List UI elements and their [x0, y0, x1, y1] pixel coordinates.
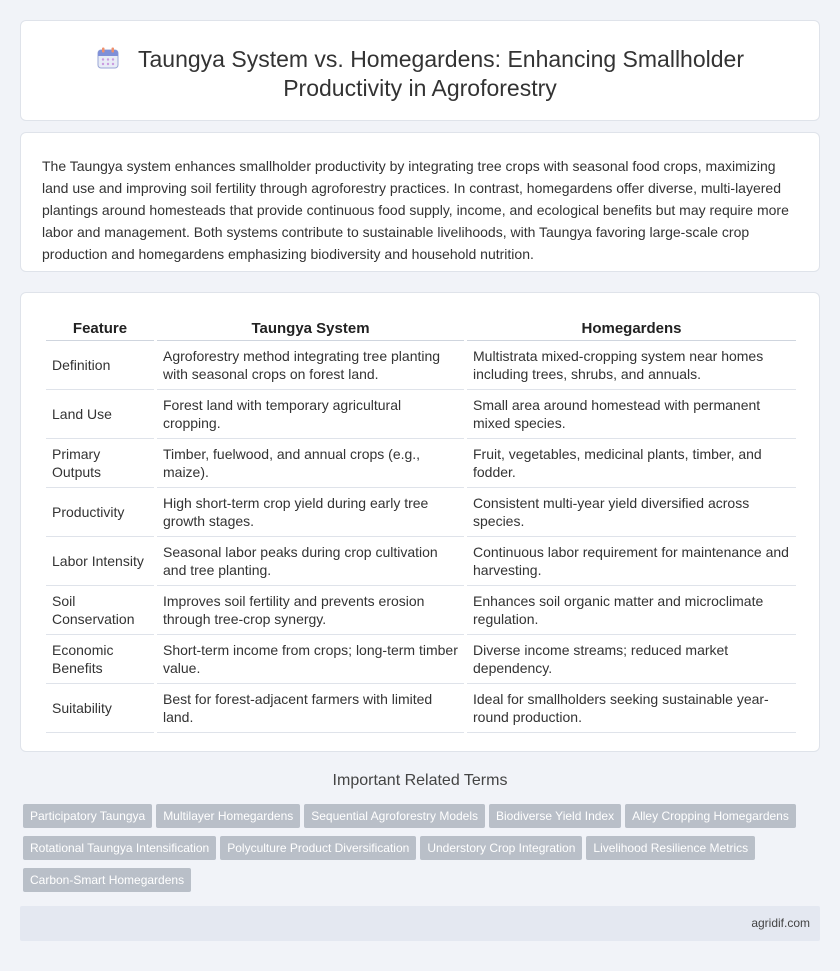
feature-cell: Economic Benefits	[46, 635, 154, 684]
tag-carbon-smart-homegardens[interactable]: Carbon-Smart Homegardens	[23, 868, 191, 892]
table-row	[46, 586, 796, 635]
taungya-cell: Timber, fuelwood, and annual crops (e.g., maize).	[157, 439, 464, 488]
homegardens-cell: Consistent multi-year yield diversified across species.	[467, 488, 796, 537]
summary-card	[20, 132, 820, 272]
feature-cell: Primary Outputs	[46, 439, 154, 488]
feature-cell: Soil Conservation	[46, 586, 154, 635]
taungya-cell: Best for forest-adjacent farmers with limited land.	[157, 684, 464, 733]
related-terms-tags	[23, 804, 823, 900]
taungya-cell: Improves soil fertility and prevents erosion through tree-crop synergy.	[157, 586, 464, 635]
tag-polyculture-product-diversification[interactable]: Polyculture Product Diversification	[220, 836, 416, 860]
feature-cell: Land Use	[46, 390, 154, 439]
table-row	[46, 439, 796, 488]
tag-participatory-taungya[interactable]: Participatory Taungya	[23, 804, 152, 828]
homegardens-cell: Enhances soil organic matter and microclimate regulation.	[467, 586, 796, 635]
table-row	[46, 488, 796, 537]
feature-cell: Definition	[46, 341, 154, 390]
feature-cell: Suitability	[46, 684, 154, 733]
homegardens-cell: Fruit, vegetables, medicinal plants, timber, and fodder.	[467, 439, 796, 488]
footer-site-link[interactable]: agridif.com	[751, 916, 810, 930]
tag-multilayer-homegardens[interactable]: Multilayer Homegardens	[156, 804, 300, 828]
comparison-table-card	[20, 292, 820, 752]
homegardens-cell: Diverse income streams; reduced market dependency.	[467, 635, 796, 684]
calendar-icon	[96, 46, 120, 70]
tag-understory-crop-integration[interactable]: Understory Crop Integration	[420, 836, 582, 860]
table-row	[46, 390, 796, 439]
table-row	[46, 684, 796, 733]
feature-cell: Productivity	[46, 488, 154, 537]
comparison-table	[43, 313, 799, 733]
homegardens-cell: Continuous labor requirement for maintenance and harvesting.	[467, 537, 796, 586]
taungya-cell: Short-term income from crops; long-term timber value.	[157, 635, 464, 684]
title-line-2: Productivity in Agroforestry	[283, 75, 557, 101]
related-terms-title: Important Related Terms	[332, 772, 508, 789]
taungya-cell: Seasonal labor peaks during crop cultivation and tree planting.	[157, 537, 464, 586]
homegardens-cell: Small area around homestead with permanent mixed species.	[467, 390, 796, 439]
taungya-cell: High short-term crop yield during early tree growth stages.	[157, 488, 464, 537]
tag-rotational-taungya-intensification[interactable]: Rotational Taungya Intensification	[23, 836, 216, 860]
header-feature: Feature	[46, 313, 154, 341]
homegardens-cell: Ideal for smallholders seeking sustainable year-round production.	[467, 684, 796, 733]
tag-livelihood-resilience-metrics[interactable]: Livelihood Resilience Metrics	[586, 836, 755, 860]
tag-sequential-agroforestry-models[interactable]: Sequential Agroforestry Models	[304, 804, 485, 828]
page-title	[21, 45, 819, 103]
table-row	[46, 635, 796, 684]
summary-text: The Taungya system enhances smallholder productivity by integrating tree crops with seasonal food crops, maximizing land use and improving soil fertility through agroforestry practices. In contrast, homegardens offer diverse, multi-layered plantings around homesteads that provide continuous food supply, income, and ecological benefits but may require more labor and management. Both systems contribute to sustainable livelihoods, with Taungya favoring large-scale crop production and homegardens emphasizing biodiversity and household nutrition.	[42, 158, 789, 262]
tag-alley-cropping-homegardens[interactable]: Alley Cropping Homegardens	[625, 804, 796, 828]
title-line-1: Taungya System vs. Homegardens: Enhancing Smallholder	[138, 46, 744, 72]
tag-biodiverse-yield-index[interactable]: Biodiverse Yield Index	[489, 804, 621, 828]
table-header-row	[46, 313, 796, 341]
header-homegardens: Homegardens	[467, 313, 796, 341]
taungya-cell: Agroforestry method integrating tree planting with seasonal crops on forest land.	[157, 341, 464, 390]
footer	[20, 906, 820, 941]
table-row	[46, 537, 796, 586]
homegardens-cell: Multistrata mixed-cropping system near homes including trees, shrubs, and annuals.	[467, 341, 796, 390]
taungya-cell: Forest land with temporary agricultural cropping.	[157, 390, 464, 439]
header-card	[20, 20, 820, 121]
header-taungya: Taungya System	[157, 313, 464, 341]
table-row	[46, 341, 796, 390]
feature-cell: Labor Intensity	[46, 537, 154, 586]
